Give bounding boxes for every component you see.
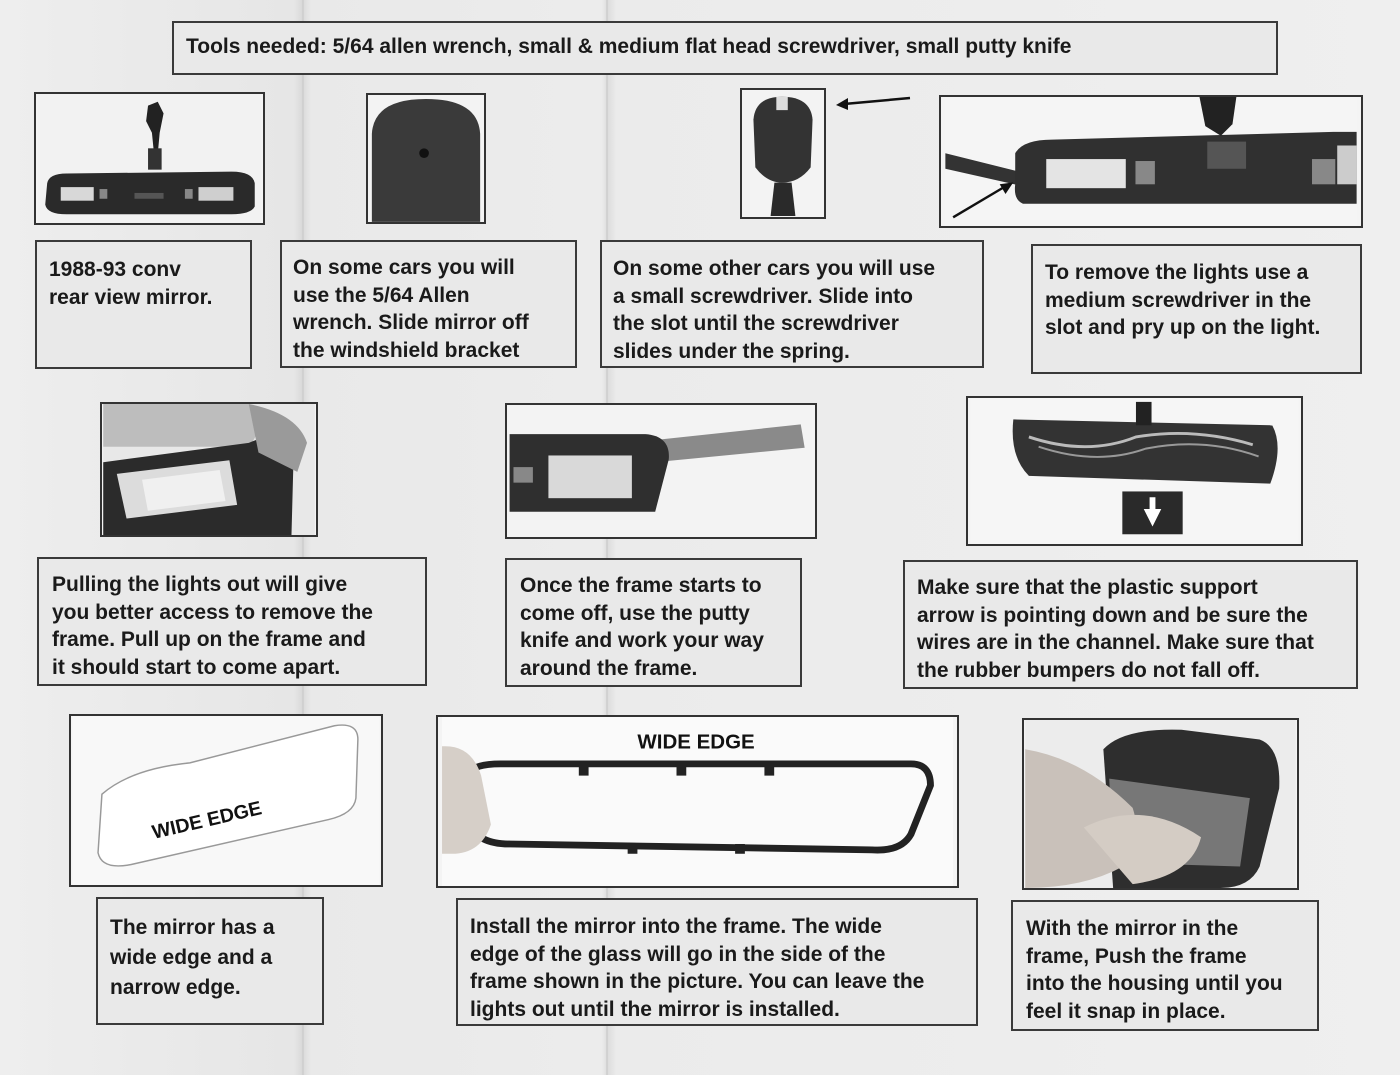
step-caption: Make sure that the plastic support arrow is pointing down and be sure the wires are in the channel. Make sure that the rubber bumpers do not fall off. [917, 576, 1314, 682]
caption-box-4 [1031, 244, 1362, 374]
wide-edge-label-frame: WIDE EDGE [637, 730, 755, 754]
step-caption: Install the mirror into the frame. The wide edge of the glass will go in the side of the frame shown in the picture. You can leave the lights out until the mirror is installed. [470, 915, 925, 1021]
step-caption: Once the frame starts to come off, use the putty knife and work your way around the frame. [520, 574, 764, 680]
photo-wires-support [966, 396, 1303, 546]
wide-edge-label-glass: WIDE EDGE [150, 797, 264, 844]
step-caption: The mirror has a wide edge and a narrow edge. [110, 916, 275, 999]
photo-mirror-glass [69, 714, 383, 887]
step-caption: With the mirror in the frame, Push the frame into the housing until you feel it snap in place. [1026, 917, 1283, 1023]
arrow-pointer-slot [832, 88, 914, 112]
photo-light-removal [939, 95, 1363, 228]
caption-box-7 [903, 560, 1358, 689]
photo-mirror-mount-slot [740, 88, 826, 219]
photo-mirror-frame [436, 715, 959, 888]
caption-box-3 [600, 240, 984, 368]
photo-mirror-mount-allen [366, 93, 486, 224]
step-caption: Pulling the lights out will give you better access to remove the frame. Pull up on the frame and it should start to come apart. [52, 573, 373, 679]
photo-rear-view-mirror [34, 92, 265, 225]
caption-box-2 [280, 240, 577, 368]
photo-snap-frame [1022, 718, 1299, 890]
caption-box-1 [35, 240, 252, 369]
photo-putty-knife [505, 403, 817, 539]
tools-header-box [172, 21, 1278, 75]
step-caption: 1988-93 conv rear view mirror. [49, 258, 213, 309]
caption-box-8 [96, 897, 324, 1025]
caption-box-10 [1011, 900, 1319, 1031]
step-caption: To remove the lights use a medium screwdriver in the slot and pry up on the light. [1045, 261, 1321, 339]
caption-box-9 [456, 898, 978, 1026]
caption-box-5 [37, 557, 427, 686]
step-caption: On some other cars you will use a small screwdriver. Slide into the slot until the screwdriver slides under the spring. [613, 257, 936, 363]
step-caption: On some cars you will use the 5/64 Allen wrench. Slide mirror off the windshield bracket [293, 256, 529, 362]
tools-header: Tools needed: 5/64 allen wrench, small & medium flat head screwdriver, small putty knife [186, 35, 1072, 58]
photo-pulling-lights [100, 402, 318, 537]
caption-box-6 [505, 558, 802, 687]
